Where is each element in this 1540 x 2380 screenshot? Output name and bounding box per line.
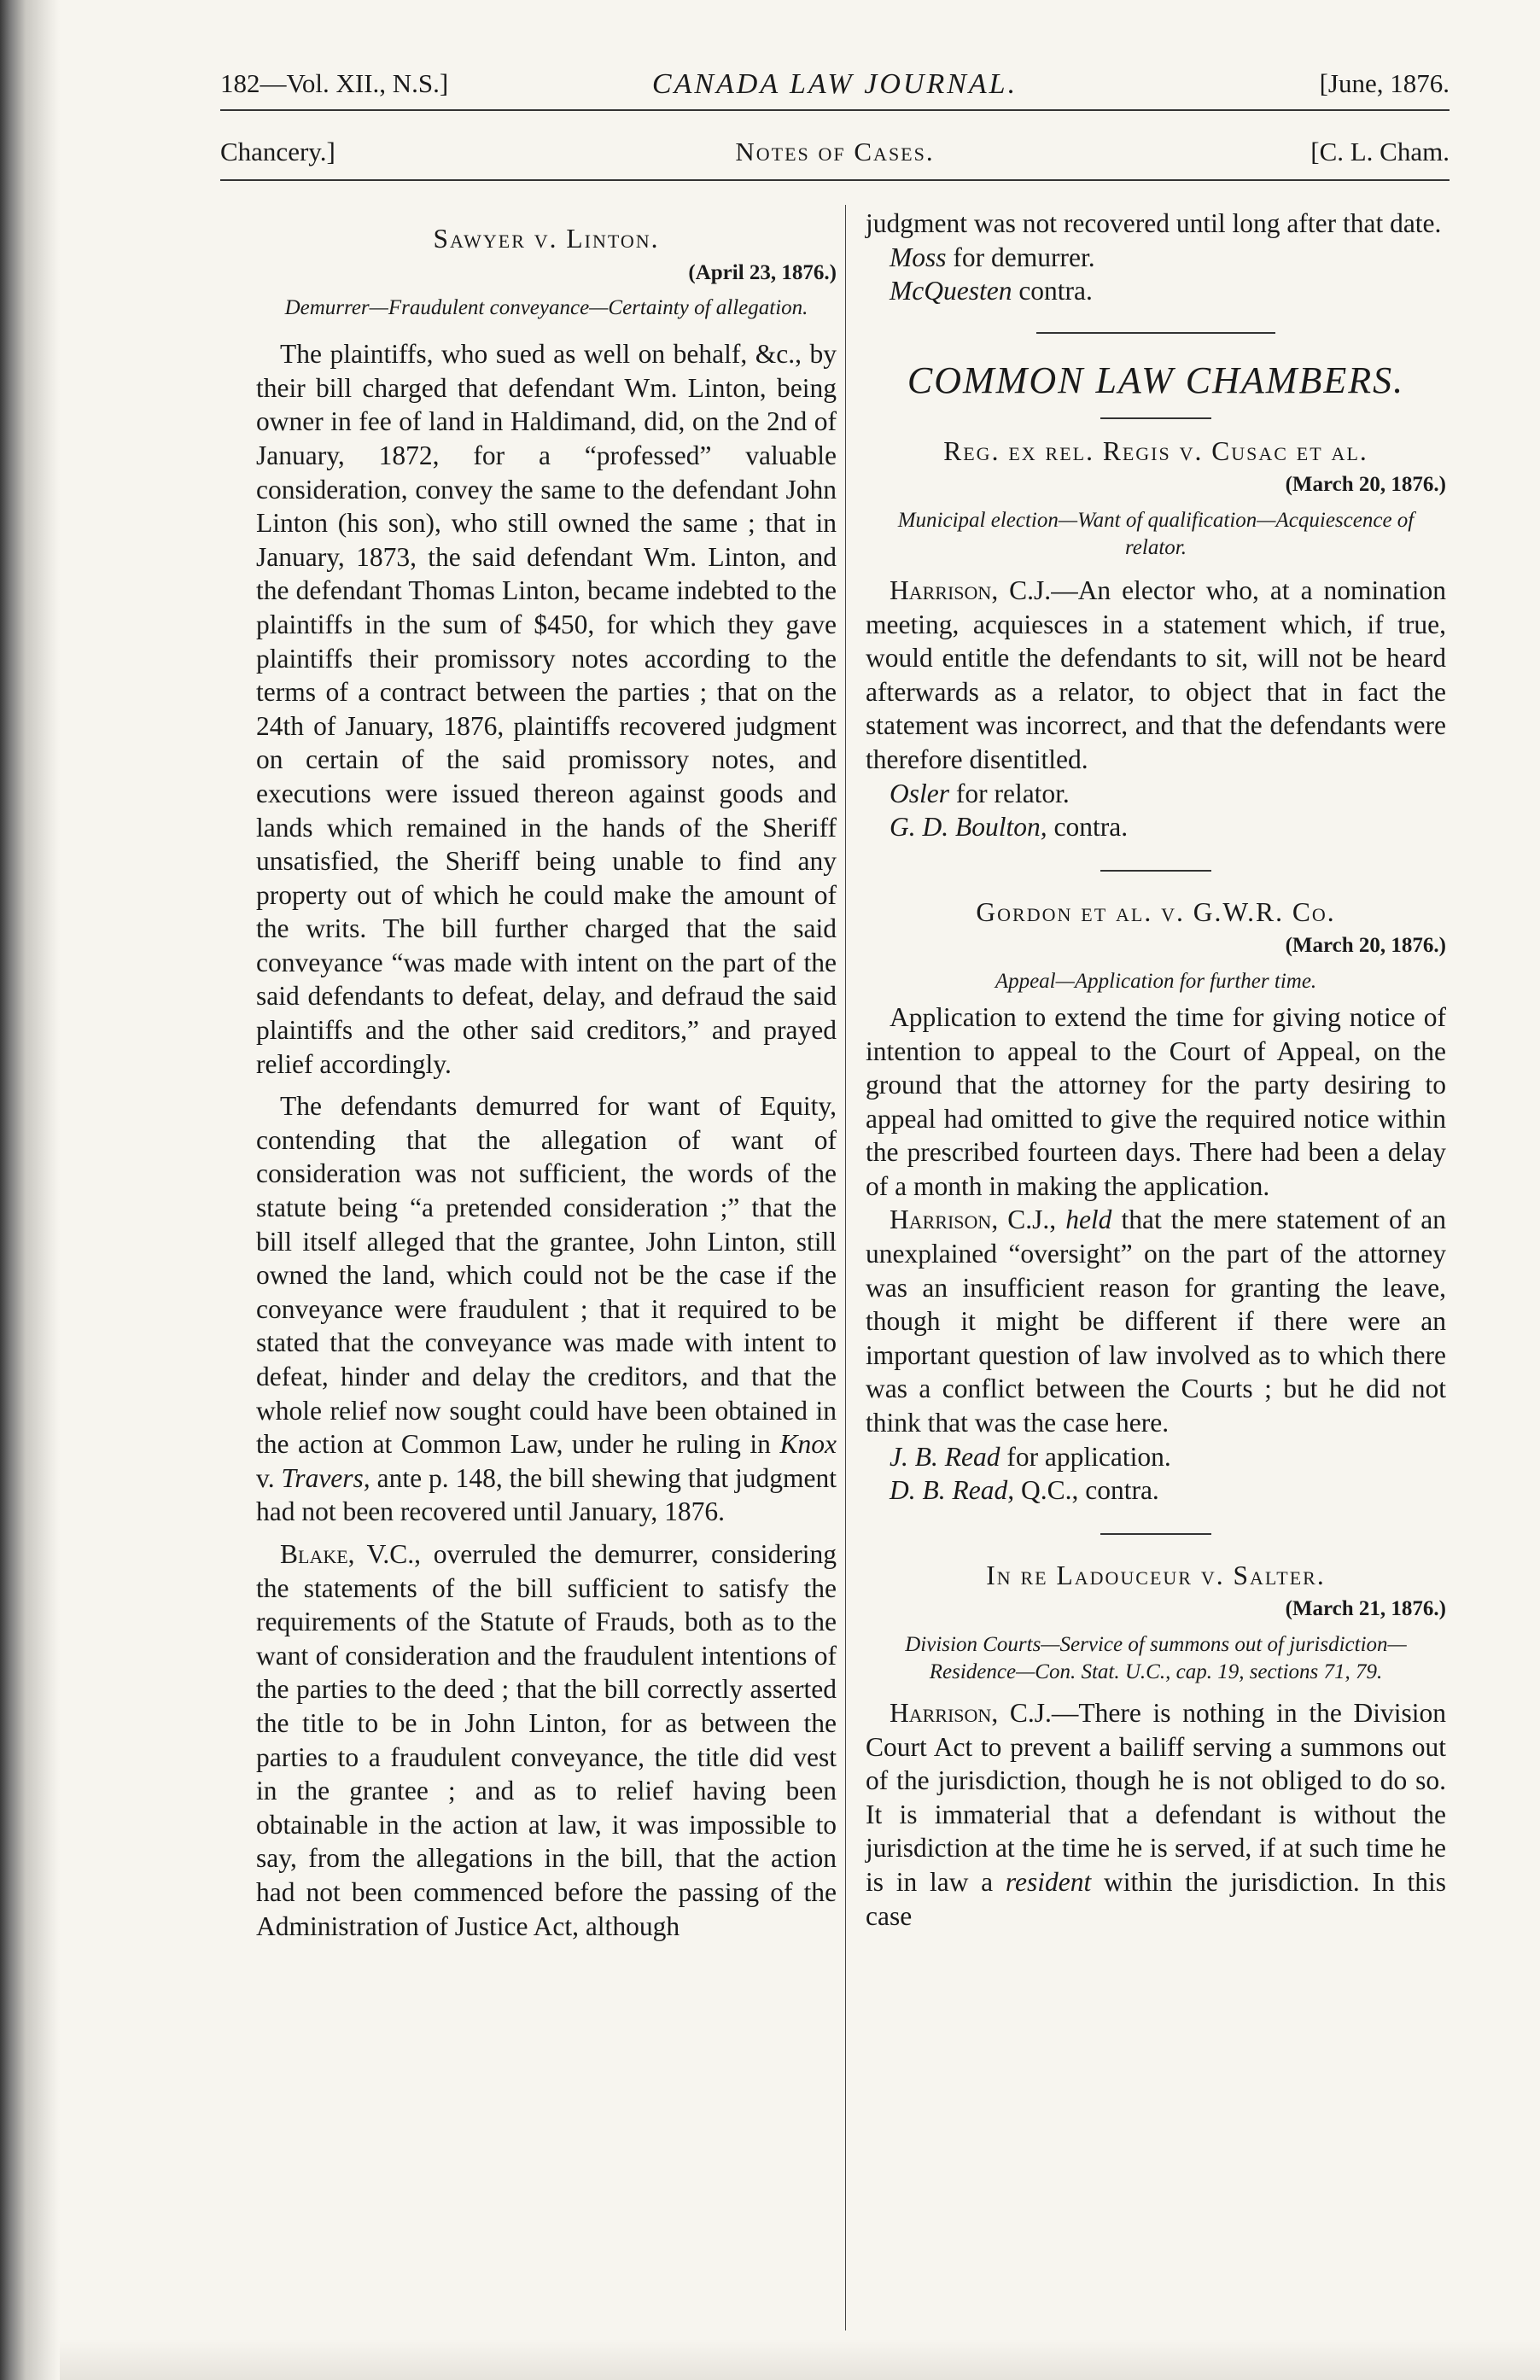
case-title: Reg. ex rel. Regis v. Cusac et al. (943, 435, 1368, 466)
right-column (866, 207, 1446, 1933)
title-rule (1100, 417, 1211, 419)
held-word: held (1065, 1205, 1112, 1235)
counsel-name: McQuesten (890, 276, 1012, 306)
case-catchwords: Demurrer—Fraudulent conveyance—Certainty of allegation. (284, 296, 808, 320)
counsel-name: J. B. Read (890, 1441, 1000, 1472)
judge-name: Blake, V.C., (280, 1538, 421, 1569)
case-paragraph (256, 1089, 837, 1529)
counsel-line (866, 777, 1446, 811)
counsel-role: contra. (1053, 812, 1129, 843)
judge-name: Harrison, C.J., (890, 1205, 1057, 1235)
case-title: Sawyer v. Linton. (433, 224, 660, 254)
case-date: (April 23, 1876.) (688, 260, 837, 284)
counsel-name: Moss (890, 242, 947, 272)
paragraph-text: ante p. 148, the bill shewing that judgment had not been recovered until January, 1876. (256, 1462, 837, 1527)
counsel-line (866, 1440, 1446, 1474)
counsel-role: for application. (1006, 1441, 1171, 1472)
paragraph-text: —An elector who, at a nomination meeting, acquiesces in a statement which, if true, would entitle the defendants to sit, will not be heard afterwards as a relator, to object that in fact the statement was incorrect, and that the defendants were therefore disentitled. (866, 575, 1447, 774)
counsel-name: Osler (890, 778, 949, 808)
case-paragraph (866, 1203, 1446, 1439)
section-title: COMMON LAW CHAMBERS. (907, 359, 1405, 401)
case-title: In re Ladouceur v. Salter. (986, 1560, 1326, 1590)
case-citation: Knox (779, 1429, 837, 1460)
paragraph-text: that the mere statement of an unexplained “oversight” on the part of the attorney was an insufficient reason for granting the leave, though it might be different if there were an important question of law involved as to which there was a conflict between the Courts ; but he did not think that was the case here. (866, 1205, 1447, 1438)
header-rule (220, 109, 1450, 111)
counsel-line (866, 241, 1446, 275)
left-column (256, 207, 837, 1943)
case-catchwords: Division Courts—Service of summons out of jurisdiction—Residence—Con. Stat. U.C., cap. 19, sections 71, 79. (905, 1633, 1407, 1683)
case-title: Gordon et al. v. G.W.R. Co. (976, 896, 1336, 927)
header-date: [June, 1876. (1319, 68, 1450, 98)
case-date: (March 20, 1876.) (1285, 473, 1446, 497)
header-section: Notes of Cases. (735, 137, 935, 166)
case-date: (March 20, 1876.) (1285, 934, 1446, 958)
header-court-right: [C. L. Cham. (1310, 137, 1450, 166)
paragraph-text: within the jurisdiction. In this case (866, 1866, 1446, 1931)
header-court: Chancery.] (220, 137, 335, 166)
judge-name: Harrison, C.J. (890, 575, 1052, 605)
case-paragraph: Application to extend the time for giving notice of intention to appeal to the Court of Appeal, on the ground that the attorney for the party desiring to appeal had omitted to give the required notice within the prescribed fourteen days. There had been a delay of a month in making the application. (866, 1001, 1446, 1201)
counsel-name: G. D. Boulton, (890, 812, 1047, 843)
case-paragraph (866, 574, 1446, 777)
section-divider (1036, 332, 1275, 334)
header-volume: 182—Vol. XII., N.S.] (220, 68, 449, 98)
journal-page (220, 0, 1450, 2380)
column-divider (845, 205, 846, 2330)
case-citation: Travers, (281, 1462, 370, 1493)
case-date: (March 21, 1876.) (1285, 1597, 1446, 1621)
counsel-role: for demurrer. (953, 242, 1095, 272)
counsel-role: for relator. (955, 778, 1070, 808)
case-catchwords: Municipal election—Want of qualification—Acquiescence of relator. (897, 508, 1415, 559)
paragraph-text: —There is nothing in the Division Court Act to prevent a bailiff serving a summons out of the jurisdiction, though he is not obliged to do so. It is immaterial that a defendant is without the jurisdiction at the time he is served, if at such time he is in law a (866, 1698, 1446, 1897)
counsel-role: contra. (1018, 276, 1093, 306)
counsel-role: Q.C., contra. (1020, 1475, 1159, 1506)
subheader-rule (220, 179, 1450, 181)
paragraph-text: The defendants demurred for want of Equity, contending that the allegation of want of consideration was not sufficient, the words of the statute being “a pretended consideration ;” that the bill itself alleged that the grantee, John Linton, still owned the land, which could not be the case if the conveyance were fraudulent ; that it required to be stated that the conveyance was made with intent to defeat, hinder and delay the creditors, and that the whole relief now sought could have been obtained in the action at Common Law, under he ruling in (256, 1091, 837, 1460)
judge-name: Harrison, C.J. (890, 1698, 1052, 1728)
case-divider (1100, 870, 1211, 872)
continuation-text: judgment was not recovered until long after that date. (866, 208, 1442, 238)
header-journal-title: CANADA LAW JOURNAL. (651, 68, 1018, 100)
resident-word: resident (1005, 1866, 1092, 1897)
case-paragraph (866, 1696, 1446, 1933)
paragraph-text: overruled the demurrer, considering the statements of the bill sufficient to satisfy the requirements of the Statute of Frauds, both as to the want of consideration and the fraudulent intentions of the parties to the deed ; that the bill correctly asserted the title to be in John Linton, for as between the parties to a fraudulent conveyance, the title did vest in the grantee ; and as to relief having been obtainable in the action at law, it was impossible to say, from the allegations in the bill, that the action had not been commenced before the passing of the Administration of Justice Act, although (256, 1538, 837, 1941)
case-citation-v: v. (256, 1462, 275, 1493)
counsel-line (866, 1473, 1446, 1508)
case-catchwords: Appeal—Application for further time. (995, 969, 1317, 993)
case-paragraph (256, 1537, 837, 1943)
counsel-line (866, 274, 1446, 308)
counsel-name: D. B. Read, (890, 1475, 1015, 1506)
scan-edge (0, 0, 60, 2380)
case-divider (1100, 1533, 1211, 1535)
counsel-line (866, 810, 1446, 844)
case-paragraph: The plaintiffs, who sued as well on behalf, &c., by their bill charged that defendant Wm. Linton, being owner in fee of land in Haldimand, did, on the 2nd of January, 1872, for a “professed” valuable consideration, convey the same to the defendant John Linton (his son), who still owned the same ; that in January, 1873, the said defendant Wm. Linton, and the defendant Thomas Linton, became indebted to the plaintiffs in the sum of $450, for which they gave plaintiffs their promissory notes according to the terms of a contract between the parties ; that on the 24th of January, 1876, plaintiffs recovered judgment on certain of the said promissory notes, and executions were issued thereon against goods and lands which remained in the hands of the Sheriff unsatisfied, the Sheriff being unable to find any property out of which he could make the amount of the writs. The bill further charged that the said conveyance “was made with intent on the part of the said defendants to defeat, delay, and defraud the said plaintiffs and the other said creditors,” and prayed relief accordingly. (256, 339, 837, 1079)
